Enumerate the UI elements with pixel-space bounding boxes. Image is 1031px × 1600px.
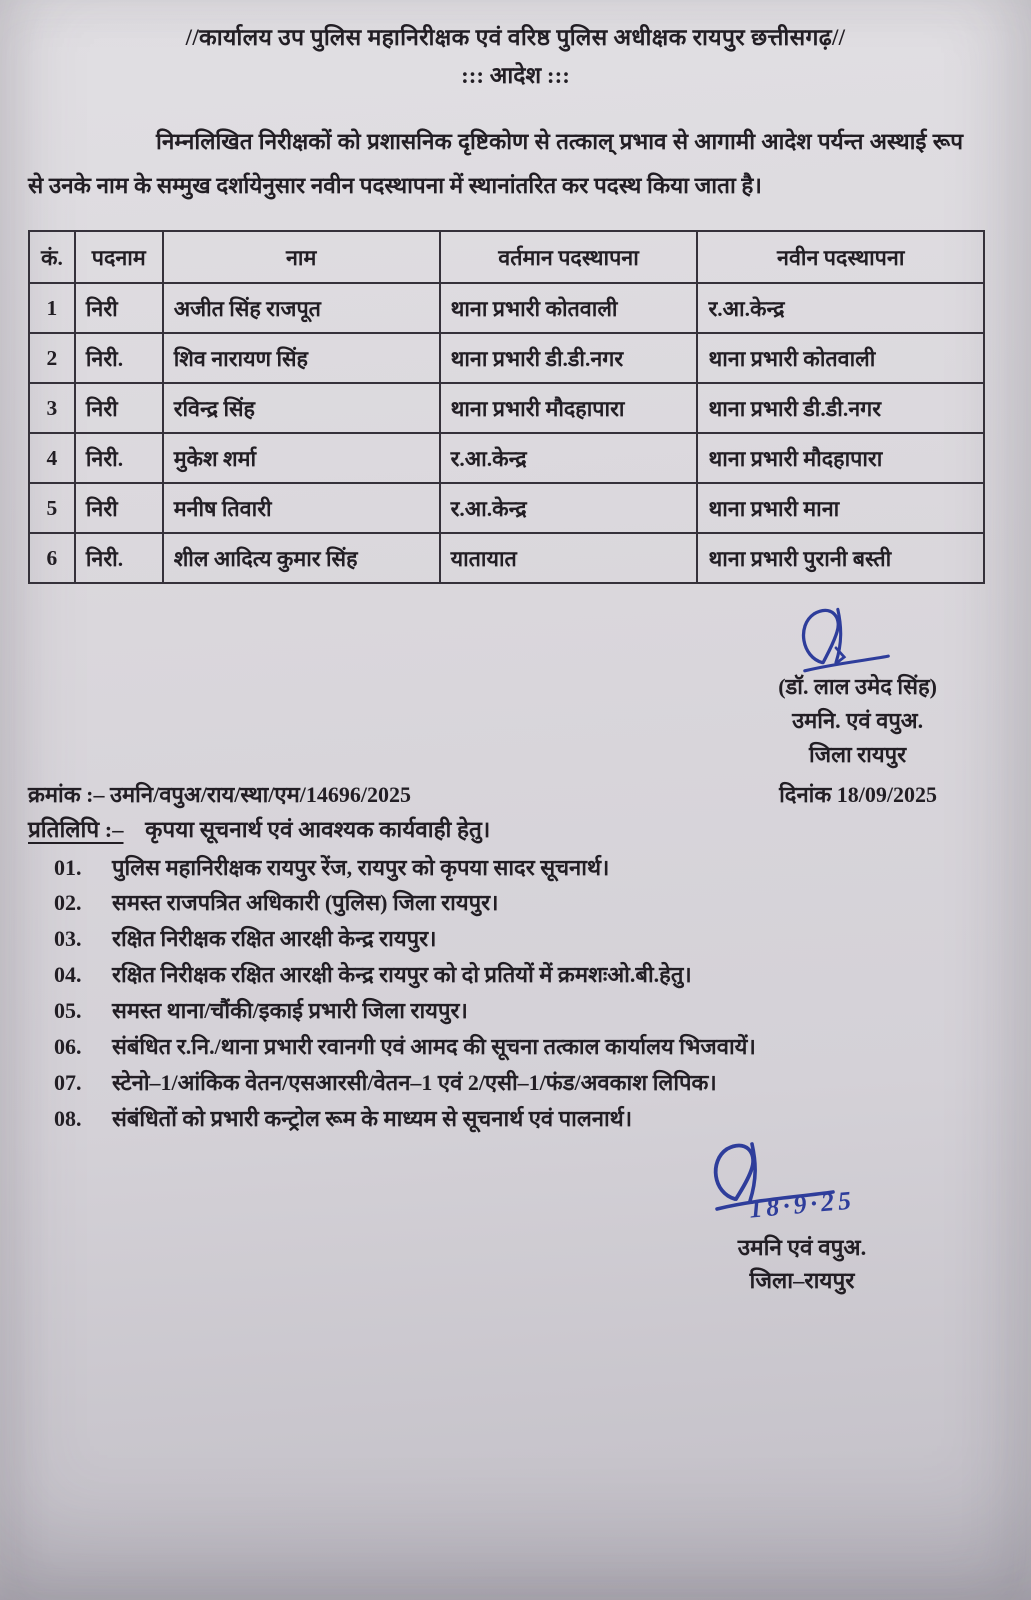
item-number: 05. [54,998,82,1024]
cell-serial: 6 [29,533,75,583]
cell-new-posting: थाना प्रभारी कोतवाली [697,333,984,383]
item-text: समस्त राजपत्रित अधिकारी (पुलिस) जिला रायपुर। [112,890,499,916]
cell-name: मनीष तिवारी [163,483,440,533]
header-name: नाम [163,231,440,283]
item-number: 08. [54,1105,82,1131]
list-item [54,923,1003,955]
copy-distribution-list [28,852,1003,1135]
transfer-table [28,230,985,584]
cell-designation: निरी [75,283,163,333]
signing-authority-block [778,602,937,772]
copy-heading-row [28,813,1003,844]
cell-name: शिव नारायण सिंह [163,333,440,383]
endorsement-signature-block [687,1137,917,1299]
signature-with-date [687,1137,917,1233]
list-item [54,1031,1003,1063]
item-number: 04. [54,962,82,988]
cell-current-posting: र.आ.केन्द्र [440,483,698,533]
item-text: समस्त थाना/चौंकी/इकाई प्रभारी जिला रायपुर। [112,998,468,1024]
copy-subject: कृपया सूचनार्थ एवं आवश्यक कार्यवाही हेतु। [145,816,491,842]
endorser-district: जिला–रायपुर [749,1268,855,1294]
cell-name: रविन्द्र सिंह [163,383,440,433]
signature-ink-scribble [783,602,933,680]
cell-current-posting: थाना प्रभारी मौदहापारा [440,383,698,433]
cell-new-posting: थाना प्रभारी डी.डी.नगर [697,383,984,433]
cell-designation: निरी. [75,433,163,483]
cell-new-posting: थाना प्रभारी माना [697,483,984,533]
item-text: स्टेनो–1/आंकिक वेतन/एसआरसी/वेतन–1 एवं 2/एसी–1/फंड/अवकाश लिपिक। [112,1069,717,1095]
table-row [29,333,984,383]
cell-designation: निरी. [75,333,163,383]
cell-serial: 4 [29,433,75,483]
item-text: पुलिस महानिरीक्षक रायपुर रेंज, रायपुर को कृपया सादर सूचनार्थ। [112,854,610,880]
table-row [29,433,984,483]
item-number: 06. [54,1033,82,1059]
header-serial: कं. [29,231,75,283]
list-item [54,1103,1003,1135]
table-row [29,483,984,533]
reference-row [28,779,1003,809]
table-row [29,283,984,333]
item-text: रक्षित निरीक्षक रक्षित आरक्षी केन्द्र रायपुर को दो प्रतियों में क्रमशःओ.बी.हेतु। [112,962,692,988]
order-title: ::: आदेश ::: [461,63,570,88]
cell-serial: 3 [29,383,75,433]
list-item [54,995,1003,1027]
copy-label: प्रतिलिपि :– [28,816,124,842]
cell-serial: 5 [29,483,75,533]
header-current-posting: वर्तमान पदस्थापना [440,231,698,283]
cell-current-posting: यातायात [440,533,698,583]
cell-current-posting: र.आ.केन्द्र [440,433,698,483]
handwritten-date: 18·9·25 [747,1185,857,1224]
endorser-designation: उमनि एवं वपुअ. [737,1234,867,1260]
list-item [54,1067,1003,1099]
header-designation: पदनाम [75,231,163,283]
signatory-district: जिला रायपुर [809,742,907,768]
list-item [54,887,1003,919]
item-text: रक्षित निरीक्षक रक्षित आरक्षी केन्द्र रायपुर। [112,926,437,952]
cell-new-posting: र.आ.केन्द्र [697,283,984,333]
cell-designation: निरी [75,483,163,533]
signatory-name: (डॉ. लाल उमेद सिंह) [778,674,937,700]
item-number: 03. [54,926,82,952]
office-header-line: //कार्यालय उप पुलिस महानिरीक्षक एवं वरिष्ठ पुलिस अधीक्षक रायपुर छत्तीसगढ़// [185,25,846,50]
cell-current-posting: थाना प्रभारी डी.डी.नगर [440,333,698,383]
list-item [54,959,1003,991]
cell-serial: 2 [29,333,75,383]
item-text: संबंधितों को प्रभारी कन्ट्रोल रूम के माध्यम से सूचनार्थ एवं पालनार्थ। [112,1105,633,1131]
cell-name: मुकेश शर्मा [163,433,440,483]
cell-designation: निरी. [75,533,163,583]
item-number: 02. [54,890,82,916]
cell-name: अजीत सिंह राजपूत [163,283,440,333]
order-number: क्रमांक :– उमनि/वपुअ/राय/स्था/एम/14696/2025 [28,781,411,807]
cell-new-posting: थाना प्रभारी मौदहापारा [697,433,984,483]
header-new-posting: नवीन पदस्थापना [697,231,984,283]
item-number: 01. [54,854,82,880]
signatory-designation: उमनि. एवं वपुअ. [792,708,924,734]
item-number: 07. [54,1069,82,1095]
cell-new-posting: थाना प्रभारी पुरानी बस्ती [697,533,984,583]
cell-current-posting: थाना प्रभारी कोतवाली [440,283,698,333]
cell-serial: 1 [29,283,75,333]
table-row [29,533,984,583]
table-row [29,383,984,433]
cell-designation: निरी [75,383,163,433]
order-date: दिनांक 18/09/2025 [779,781,937,807]
intro-paragraph: निम्नलिखित निरीक्षकों को प्रशासनिक दृष्टिकोण से तत्काल् प्रभाव से आगामी आदेश पर्यन्त अस्थाई रूप से उनके नाम के सम्मुख दर्शायेनुसार नवीन पदस्थापना में स्थानांतरित कर पदस्थ किया जाता है। [28,129,963,198]
item-text: संबंधित र.नि./थाना प्रभारी रवानगी एवं आमद की सूचना तत्काल कार्यालय भिजवायें। [112,1033,756,1059]
cell-name: शील आदित्य कुमार सिंह [163,533,440,583]
table-header-row [29,231,984,283]
list-item [54,852,1003,884]
